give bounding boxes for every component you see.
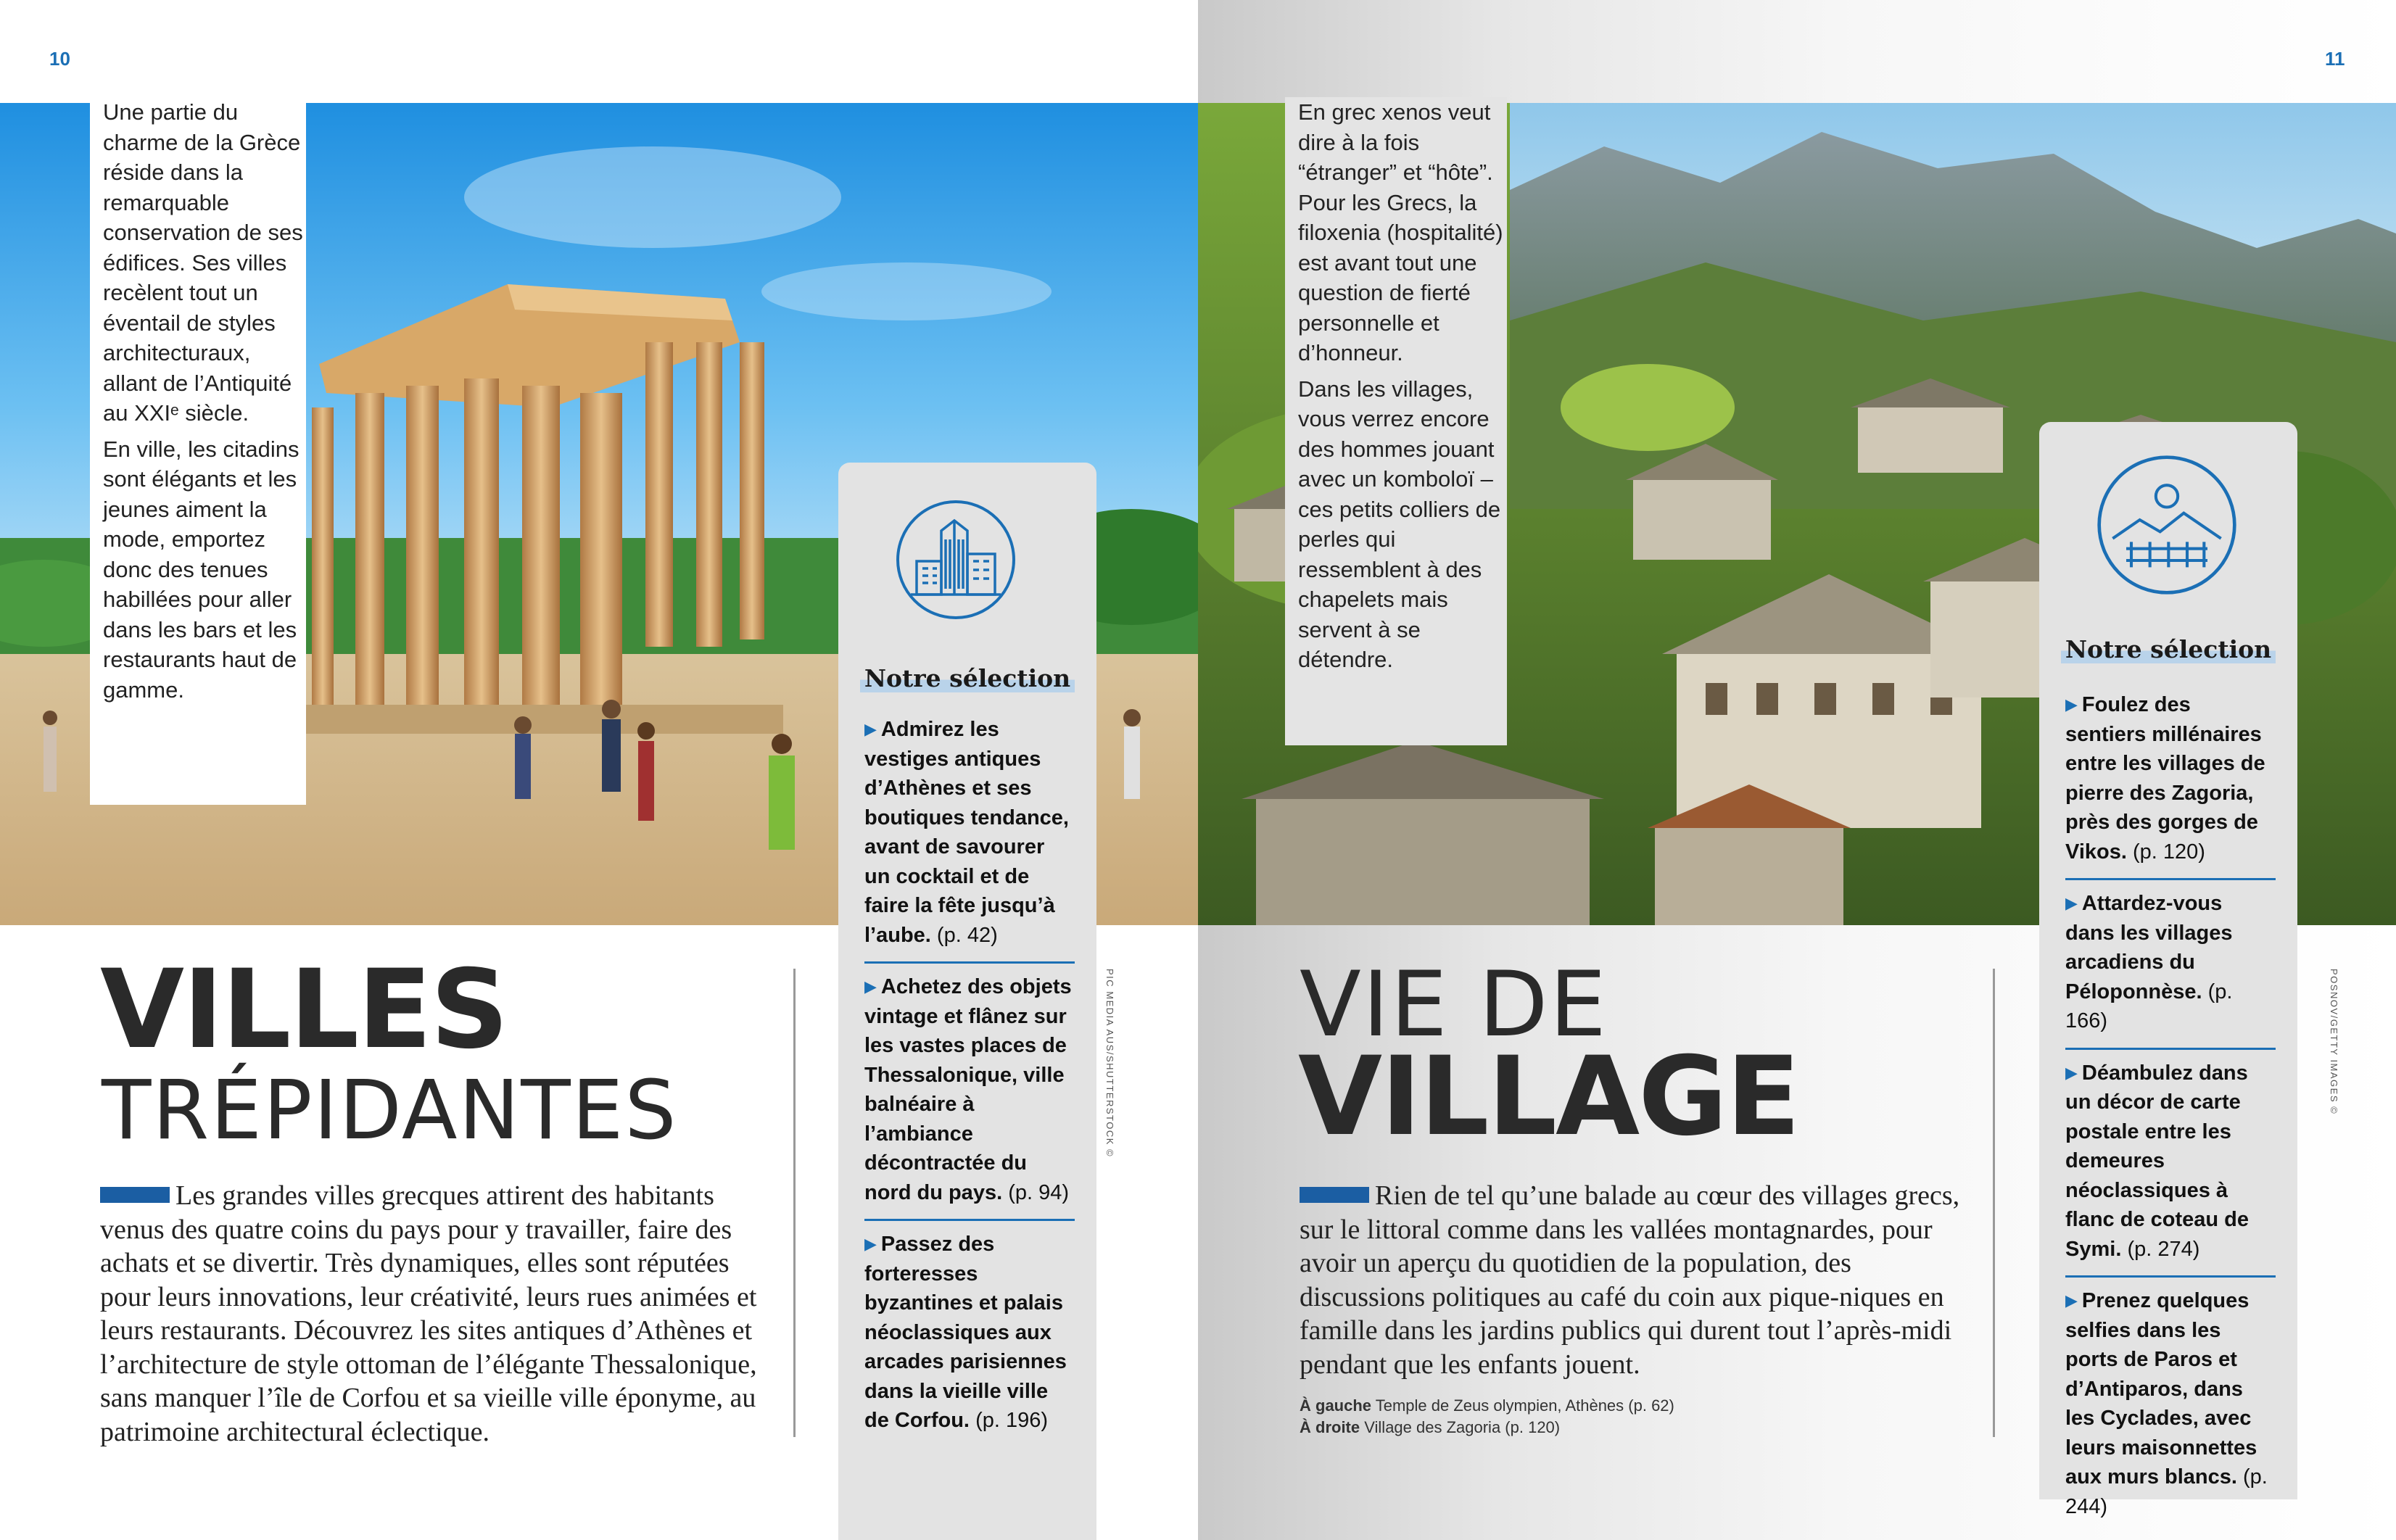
intro-paragraph-2: En ville, les citadins sont élégants et les jeunes aiment la mode, emportez donc des tenues habillées pour aller dans les bars et les restaurants haut de gamme. [103, 436, 300, 703]
landscape-fence-icon [2096, 454, 2238, 596]
selection-sidebar [2039, 422, 2297, 1518]
photo-captions [1300, 1395, 1674, 1438]
accent-bar [1300, 1187, 1369, 1203]
intro-paragraph-1: Une partie du charme de la Grèce réside dans la remarquable conservation de ses édifices. Ses villes recèlent tout un éventail de styles architecturaux, allant de l’Antiquité au XXIᵉ siècle. [103, 99, 303, 426]
intro-body: Les grandes villes grecques attirent des habitants venus des quatre coins du pays pour y travailler, faire des achats et se divertir. Très dynamiques, elles sont réputées pour leurs innovations, leur créativité, leurs rues animées et leurs restaurants. Découvrez les sites antiques d’Athènes et l’architecture de style ottoman de l’élégante Thessalonique, sans manquer l’île de Corfou et sa vieille ville éponyme, au patrimoine architectural éclectique. [100, 1180, 757, 1447]
list-item: ▶ Déambulez dans un décor de carte postale entre les demeures néoclassiques à flanc de coteau de Symi. (p. 274) [2065, 1050, 2276, 1278]
section-title-bold: VILLES [100, 947, 508, 1073]
intro-box [1285, 97, 1507, 745]
selection-sidebar [838, 463, 1096, 1540]
page-number: 11 [2325, 48, 2345, 70]
list-item: ▶ Admirez les vestiges antiques d’Athènes et ses boutiques tendance, avant de savourer un cocktail et de faire la fête jusqu’à l’aube. (p. 42) [864, 706, 1075, 964]
section-title-light: VIE DE [1300, 953, 1608, 1057]
list-item: ▶ Achetez des objets vintage et flânez sur les vastes places de Thessalonique, ville balnéaire à l’ambiance décontractée du nord du pays. (p. 94) [864, 964, 1075, 1221]
photo-credit: POSNOV/GETTY IMAGES © [2329, 969, 2339, 1115]
list-item: ▶ Foulez des sentiers millénaires entre les villages de pierre des Zagoria, près des gorges de Vikos. (p. 120) [2065, 682, 2276, 880]
page-number: 10 [49, 48, 70, 70]
selection-list [864, 706, 1075, 1447]
vertical-divider [793, 969, 796, 1437]
list-item: ▶ Attardez-vous dans les villages arcadiens du Péloponnèse. (p. 166) [2065, 880, 2276, 1050]
accent-bar [100, 1187, 170, 1203]
city-buildings-icon [895, 499, 1017, 621]
right-page [1198, 0, 2396, 1540]
selection-list [2065, 682, 2276, 1533]
intro-box [90, 97, 306, 805]
section-title-light: TRÉPIDANTES [102, 1064, 678, 1158]
vertical-divider [1993, 969, 1995, 1437]
list-item: ▶ Prenez quelques selfies dans les ports de Paros et d’Antiparos, dans les Cyclades, avec leurs maisonnettes aux murs blancs. (p. 244) [2065, 1289, 2268, 1518]
list-item: ▶ Passez des forteresses byzantines et palais néoclassiques aux arcades parisiennes dans la vieille ville de Corfou. (p. 196) [864, 1233, 1067, 1432]
caption-right: À droite Village des Zagoria (p. 120) [1300, 1418, 1561, 1436]
caption-left: À gauche Temple de Zeus olympien, Athènes (p. 62) [1300, 1396, 1674, 1415]
intro-paragraph-1: En grec xenos veut dire à la fois “étranger” et “hôte”. Pour les Grecs, la filoxenia (hospitalité) est avant tout une question de fierté personnelle et d’honneur. [1298, 99, 1503, 365]
intro-body: Rien de tel qu’une balade au cœur des villages grecs, sur le littoral comme dans les vallées montagnardes, pour avoir un aperçu du quotidien de la population, des discussions politiques au café du coin aux pique-niques en famille dans les jardins publics qui durent tout l’après-midi pendant que les enfants jouent. [1300, 1180, 1960, 1380]
selection-heading: Notre sélection [838, 664, 1096, 692]
intro-paragraph-2: Dans les villages, vous verrez encore des hommes jouant avec un komboloï – ces petits colliers de perles qui ressemblent à des chapelets mais servent à se détendre. [1298, 376, 1501, 672]
photo-credit: PIC MEDIA AUS/SHUTTERSTOCK © [1104, 969, 1115, 1158]
section-title-bold: VILLAGE [1298, 1034, 1799, 1160]
selection-heading: Notre sélection [2039, 635, 2297, 663]
